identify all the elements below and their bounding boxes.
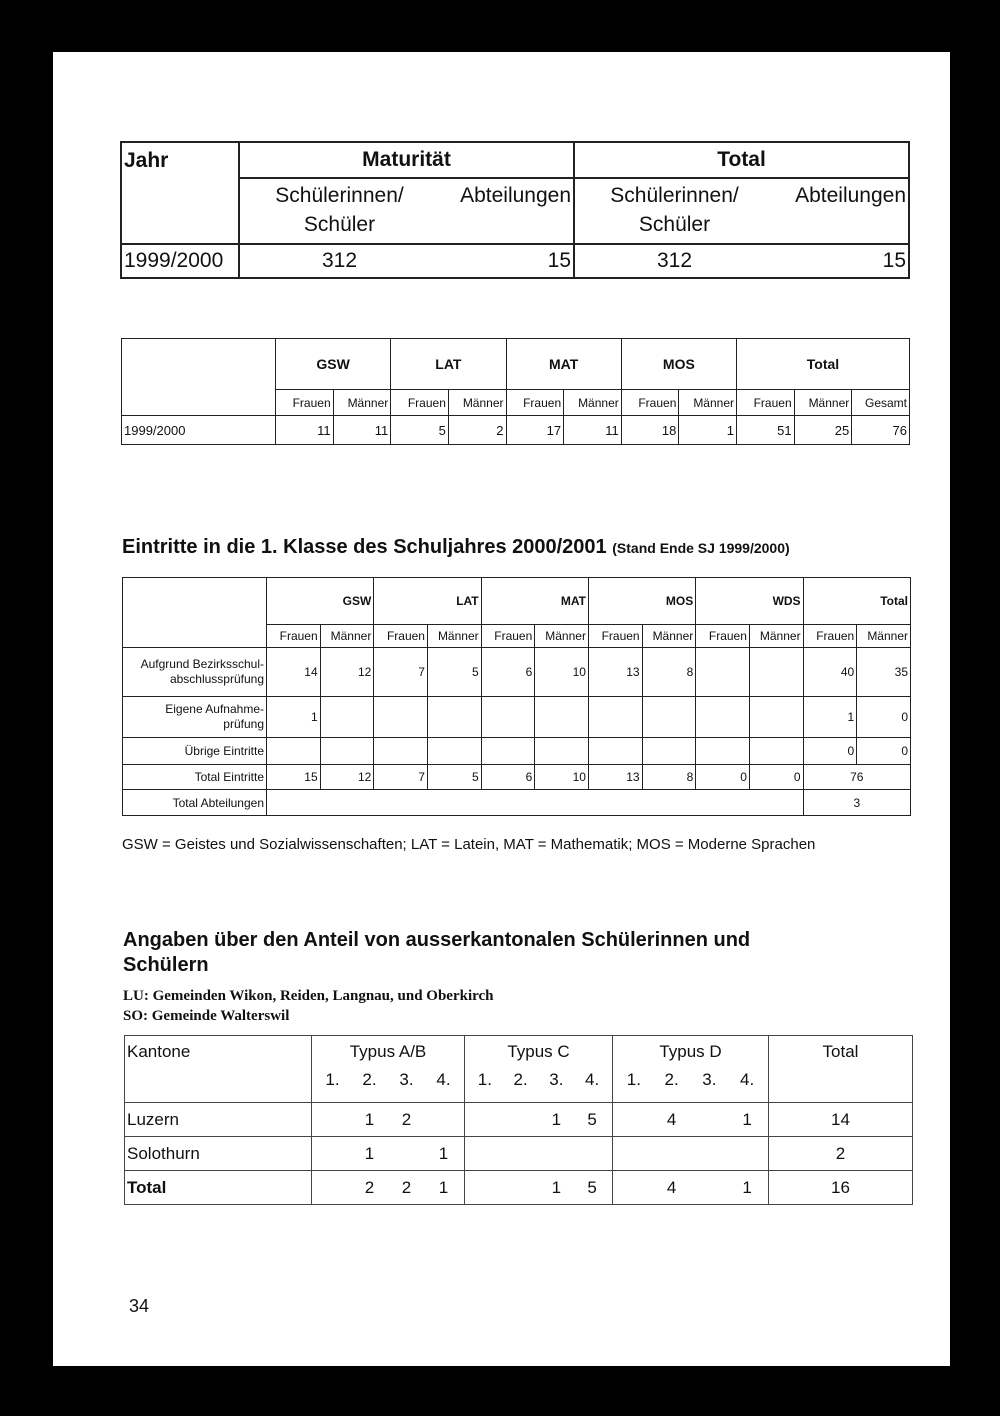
group-header: GSW (276, 339, 391, 390)
sub-header: Männer (564, 390, 622, 416)
class-values (314, 1110, 462, 1130)
header-label: Typus D (659, 1042, 722, 1061)
value: 1 (438, 1143, 449, 1163)
value-cell (588, 738, 642, 765)
value-cell (642, 738, 696, 765)
sub-header: Frauen (267, 625, 321, 648)
value-cell: 6 (481, 765, 535, 790)
group-cell (465, 1137, 613, 1171)
sub-header: Frauen (621, 390, 679, 416)
value: 1 (742, 1177, 752, 1197)
value-cell: 14 (267, 648, 321, 697)
sub-header: Männer (427, 625, 481, 648)
sub-header: Männer (642, 625, 696, 648)
value: 4 (666, 1177, 677, 1197)
class-number: 1. (626, 1070, 641, 1089)
value-cell: 35 (857, 648, 911, 697)
value-cell (749, 738, 803, 765)
value-cell: 5 (391, 416, 449, 445)
value-cell: 11 (276, 416, 334, 445)
class-values (467, 1178, 610, 1198)
class-number: 1. (325, 1070, 340, 1089)
value-cell: 40 (803, 648, 857, 697)
class-number: 3. (399, 1070, 414, 1089)
sub-label: Schülerinnen/ (610, 184, 739, 207)
group-cell (613, 1171, 769, 1205)
value-cell (427, 738, 481, 765)
value: 5 (587, 1109, 597, 1129)
value-cell: 10 (535, 765, 589, 790)
value (503, 1178, 539, 1198)
sub-header: Frauen (803, 625, 857, 648)
group-cell (312, 1171, 465, 1205)
sub-header: Männer (535, 625, 589, 648)
value-cell: 7 (374, 765, 428, 790)
page-number: 34 (129, 1296, 150, 1316)
value: 2 (401, 1177, 412, 1197)
sub-header: Gesamt (852, 390, 910, 416)
class-values (314, 1178, 462, 1198)
group-header: MOS (621, 339, 736, 390)
value: 1 (551, 1109, 562, 1129)
group-cell (312, 1137, 465, 1171)
empty-cell (267, 790, 804, 816)
value-cell: 0 (696, 765, 750, 790)
header-cell (769, 1036, 913, 1103)
value-cell: 8 (642, 765, 696, 790)
note-lu: LU: Gemeinden Wikon, Reiden, Langnau, und Oberkirch (123, 988, 494, 1004)
value-cell: 10 (535, 648, 589, 697)
value-cell (588, 697, 642, 738)
group-header: Total (803, 578, 910, 625)
value-cell: 25 (794, 416, 852, 445)
value-cell (320, 738, 374, 765)
value-cell (427, 697, 481, 738)
header-maturitaet: Maturität (239, 142, 574, 178)
value-cell: 12 (320, 765, 374, 790)
document-page (53, 52, 950, 1366)
value-cell: 15 (267, 765, 321, 790)
value-cell: 312 (574, 244, 774, 278)
value-cell (696, 648, 750, 697)
class-values (314, 1144, 462, 1164)
value-cell (749, 648, 803, 697)
value-cell: 7 (374, 648, 428, 697)
value-cell: 0 (749, 765, 803, 790)
value (691, 1178, 729, 1198)
class-number: 2. (664, 1070, 679, 1089)
class-number: 2. (362, 1070, 377, 1089)
value-cell (749, 697, 803, 738)
class-number: 4. (436, 1070, 451, 1089)
class-number: 4. (740, 1070, 755, 1089)
header-cell (613, 1036, 769, 1103)
value: 4 (666, 1109, 677, 1129)
sub-header: Männer (679, 390, 737, 416)
value-cell: 1 (803, 697, 857, 738)
year-cell: 1999/2000 (121, 244, 239, 278)
value-cell: 0 (857, 738, 911, 765)
value-cell: 76 (852, 416, 910, 445)
class-values (615, 1110, 766, 1130)
value-cell (696, 738, 750, 765)
header-cell (125, 1036, 312, 1103)
group-header: GSW (267, 578, 374, 625)
sub-schueler (239, 178, 439, 244)
value: 2 (364, 1177, 375, 1197)
sub-header: Männer (794, 390, 852, 416)
group-header: LAT (374, 578, 481, 625)
total-cell: 76 (803, 765, 910, 790)
empty-header (122, 339, 276, 416)
class-values (467, 1110, 610, 1130)
row-label: Total (125, 1171, 312, 1205)
value-cell (642, 697, 696, 738)
value-cell: 0 (803, 738, 857, 765)
value (503, 1110, 539, 1130)
group-header: LAT (391, 339, 506, 390)
class-number: 3. (702, 1070, 717, 1089)
ausserkantonal-table (124, 1035, 913, 1205)
sub-header: Frauen (391, 390, 449, 416)
value (467, 1178, 503, 1198)
value (314, 1110, 351, 1130)
value: 1 (438, 1177, 449, 1197)
sub-header: Frauen (737, 390, 795, 416)
section-title: Angaben über den Anteil von ausserkantonalen Schülerinnen und Schülern (123, 929, 751, 976)
sub-abteilungen: Abteilungen (439, 178, 574, 244)
group-cell (465, 1171, 613, 1205)
value: 2 (401, 1109, 412, 1129)
header-cell (312, 1036, 465, 1103)
total-cell: 2 (769, 1137, 913, 1171)
sub-schueler (574, 178, 774, 244)
group-header: MOS (588, 578, 695, 625)
value (615, 1110, 653, 1130)
empty-header (123, 578, 267, 648)
value-cell (374, 697, 428, 738)
value-cell: 8 (642, 648, 696, 697)
sub-header: Frauen (481, 625, 535, 648)
group-cell (465, 1103, 613, 1137)
value-cell (374, 738, 428, 765)
sub-header: Männer (749, 625, 803, 648)
value-cell: 18 (621, 416, 679, 445)
value-cell (535, 697, 589, 738)
sub-header: Frauen (276, 390, 334, 416)
class-number: 3. (549, 1070, 564, 1089)
total-cell: 14 (769, 1103, 913, 1137)
value: 5 (587, 1177, 597, 1197)
value-cell: 13 (588, 648, 642, 697)
value-cell: 17 (506, 416, 564, 445)
value-cell (696, 697, 750, 738)
sub-header: Frauen (506, 390, 564, 416)
group-cell (613, 1103, 769, 1137)
header-jahr: Jahr (121, 142, 239, 244)
value-cell (320, 697, 374, 738)
header-label: Typus C (507, 1042, 570, 1061)
group-header: Total (737, 339, 910, 390)
header-label: Total (822, 1042, 859, 1061)
value-cell: 12 (320, 648, 374, 697)
group-header: MAT (481, 578, 588, 625)
class-numbers (615, 1070, 766, 1090)
header-label: Typus A/B (349, 1042, 427, 1061)
class-numbers (314, 1070, 462, 1090)
value-cell (535, 738, 589, 765)
row-label: Total Abteilungen (123, 790, 267, 816)
value-cell: 0 (857, 697, 911, 738)
class-number: 2. (513, 1070, 528, 1089)
value-cell: 2 (448, 416, 506, 445)
value-cell (481, 738, 535, 765)
value-cell: 13 (588, 765, 642, 790)
value: 1 (364, 1143, 375, 1163)
header-label: Kantone (127, 1042, 191, 1061)
value-cell: 15 (439, 244, 574, 278)
total-cell: 16 (769, 1171, 913, 1205)
row-label: Aufgrund Bezirksschul-abschlussprüfung (123, 648, 267, 697)
value-cell: 15 (774, 244, 909, 278)
class-values (615, 1178, 766, 1198)
row-label: Solothurn (125, 1137, 312, 1171)
header-cell (465, 1036, 613, 1103)
sub-abteilungen: Abteilungen (774, 178, 909, 244)
row-label: Total Eintritte (123, 765, 267, 790)
sub-header: Männer (333, 390, 391, 416)
total-cell: 3 (803, 790, 910, 816)
sub-label: Schüler (638, 213, 711, 236)
maturitaet-table (120, 141, 910, 279)
sub-header: Frauen (696, 625, 750, 648)
sub-header: Frauen (588, 625, 642, 648)
value-cell: 11 (333, 416, 391, 445)
value-cell: 1 (267, 697, 321, 738)
sub-header: Männer (448, 390, 506, 416)
header-total: Total (574, 142, 909, 178)
value: 1 (742, 1109, 752, 1129)
abbreviation-legend: GSW = Geistes und Sozialwissenschaften; LAT = Latein, MAT = Mathematik; MOS = Moderne Sprachen (122, 836, 816, 853)
value (425, 1110, 462, 1130)
value-cell: 5 (427, 648, 481, 697)
group-header: WDS (696, 578, 803, 625)
value-cell: 5 (427, 765, 481, 790)
value-cell: 312 (239, 244, 439, 278)
value-cell (267, 738, 321, 765)
subtitle-text: (Stand Ende SJ 1999/2000) (612, 540, 790, 556)
note-so: SO: Gemeinde Walterswil (123, 1008, 290, 1024)
value-cell: 51 (737, 416, 795, 445)
value: 1 (551, 1177, 562, 1197)
class-numbers (467, 1070, 610, 1090)
value (467, 1110, 503, 1130)
sub-header: Männer (320, 625, 374, 648)
value-cell: 6 (481, 648, 535, 697)
sub-label: Schülerinnen/ (275, 184, 404, 207)
value (314, 1144, 351, 1164)
value-cell: 11 (564, 416, 622, 445)
value: 1 (364, 1109, 375, 1129)
value (691, 1110, 729, 1130)
group-cell (613, 1137, 769, 1171)
sub-header: Männer (857, 625, 911, 648)
group-header: MAT (506, 339, 621, 390)
class-number: 1. (477, 1070, 492, 1089)
abteilungen-table (121, 338, 910, 445)
value-cell: 1 (679, 416, 737, 445)
row-label: Eigene Aufnahme-prüfung (123, 697, 267, 738)
value-cell (481, 697, 535, 738)
year-cell: 1999/2000 (122, 416, 276, 445)
row-label: Übrige Eintritte (123, 738, 267, 765)
value (314, 1178, 351, 1198)
row-label: Luzern (125, 1103, 312, 1137)
value (388, 1144, 425, 1164)
sub-label: Schüler (303, 213, 376, 236)
value (615, 1178, 653, 1198)
title-text: Eintritte in die 1. Klasse des Schuljahres 2000/2001 (122, 536, 607, 558)
eintritte-table (122, 577, 911, 816)
section-title (122, 536, 790, 559)
group-cell (312, 1103, 465, 1137)
sub-header: Frauen (374, 625, 428, 648)
class-number: 4. (585, 1070, 600, 1089)
